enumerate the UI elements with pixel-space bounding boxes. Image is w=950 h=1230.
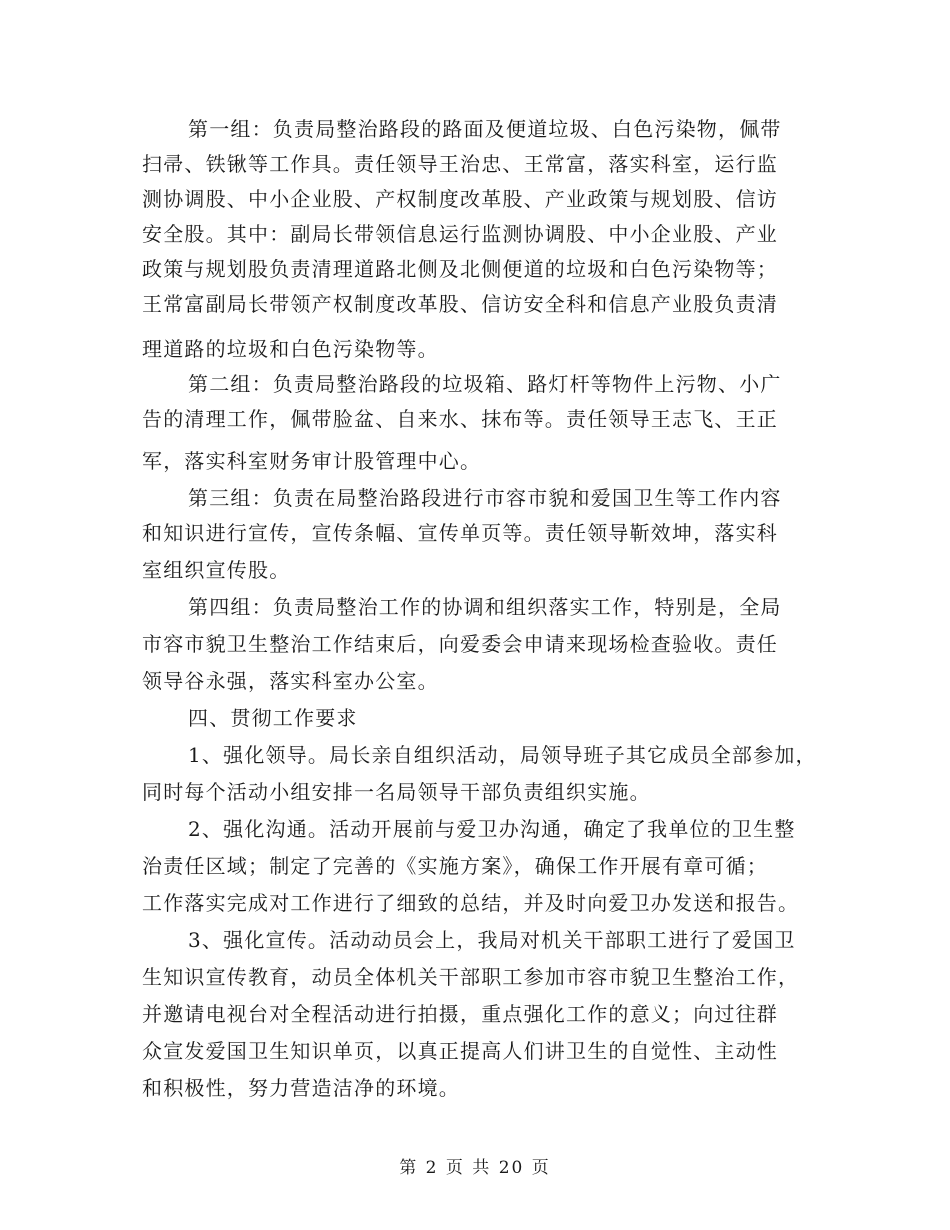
body-line: 众宣发爱国卫生知识单页，以真正提高人们讲卫生的自觉性、主动性 <box>142 1039 778 1063</box>
body-line: 第二组：负责局整治路段的垃圾箱、路灯杆等物件上污物、小广 <box>188 372 782 396</box>
body-line: 2、强化沟通。活动开展前与爱卫办沟通，确定了我单位的卫生整 <box>188 817 796 841</box>
page-number-footer: 第 2 页 共 20 页 <box>399 1158 551 1178</box>
body-line: 和积极性，努力营造洁净的环境。 <box>142 1076 460 1100</box>
body-line: 领导谷永强，落实科室办公室。 <box>142 669 439 693</box>
body-line: 王常富副局长带领产权制度改革股、信访安全科和信息产业股负责清 <box>142 292 778 316</box>
body-line: 测协调股、中小企业股、产权制度改革股、产业政策与规划股、信访 <box>142 187 778 211</box>
body-line: 第四组：负责局整治工作的协调和组织落实工作，特别是，全局 <box>188 595 782 619</box>
body-line: 工作落实完成对工作进行了细致的总结，并及时向爱卫办发送和报告。 <box>142 891 800 915</box>
body-line: 室组织宣传股。 <box>142 558 291 582</box>
body-line: 市容市貌卫生整治工作结束后，向爱委会申请来现场检查验收。责任 <box>142 632 778 656</box>
body-line: 告的清理工作，佩带脸盆、自来水、抹布等。责任领导王志飞、王正 <box>142 407 778 431</box>
body-line: 理道路的垃圾和白色污染物等。 <box>142 337 439 361</box>
section-heading: 四、贯彻工作要求 <box>188 706 358 730</box>
body-line: 治责任区域；制定了完善的《实施方案》，确保工作开展有章可循； <box>142 854 768 878</box>
body-line: 3、强化宣传。活动动员会上，我局对机关干部职工进行了爱国卫 <box>188 928 796 952</box>
body-line: 和知识进行宣传，宣传条幅、宣传单页等。责任领导靳效坤，落实科 <box>142 521 778 545</box>
body-line: 1、强化领导。局长亲自组织活动，局领导班子其它成员全部参加， <box>188 743 817 767</box>
body-line: 同时每个活动小组安排一名局领导干部负责组织实施。 <box>142 780 651 804</box>
body-line: 第三组：负责在局整治路段进行市容市貌和爱国卫生等工作内容 <box>188 486 782 510</box>
body-line: 扫帚、铁锹等工作具。责任领导王治忠、王常富，落实科室，运行监 <box>142 152 778 176</box>
body-line: 军，落实科室财务审计股管理中心。 <box>142 449 482 473</box>
body-line: 第一组：负责局整治路段的路面及便道垃圾、白色污染物，佩带 <box>188 117 782 141</box>
body-line: 生知识宣传教育，动员全体机关干部职工参加市容市貌卫生整治工作， <box>142 965 800 989</box>
body-line: 并邀请电视台对全程活动进行拍摄，重点强化工作的意义；向过往群 <box>142 1002 778 1026</box>
body-line: 安全股。其中：副局长带领信息运行监测协调股、中小企业股、产业 <box>142 222 778 246</box>
body-line: 政策与规划股负责清理道路北侧及北侧便道的垃圾和白色污染物等； <box>142 257 778 281</box>
